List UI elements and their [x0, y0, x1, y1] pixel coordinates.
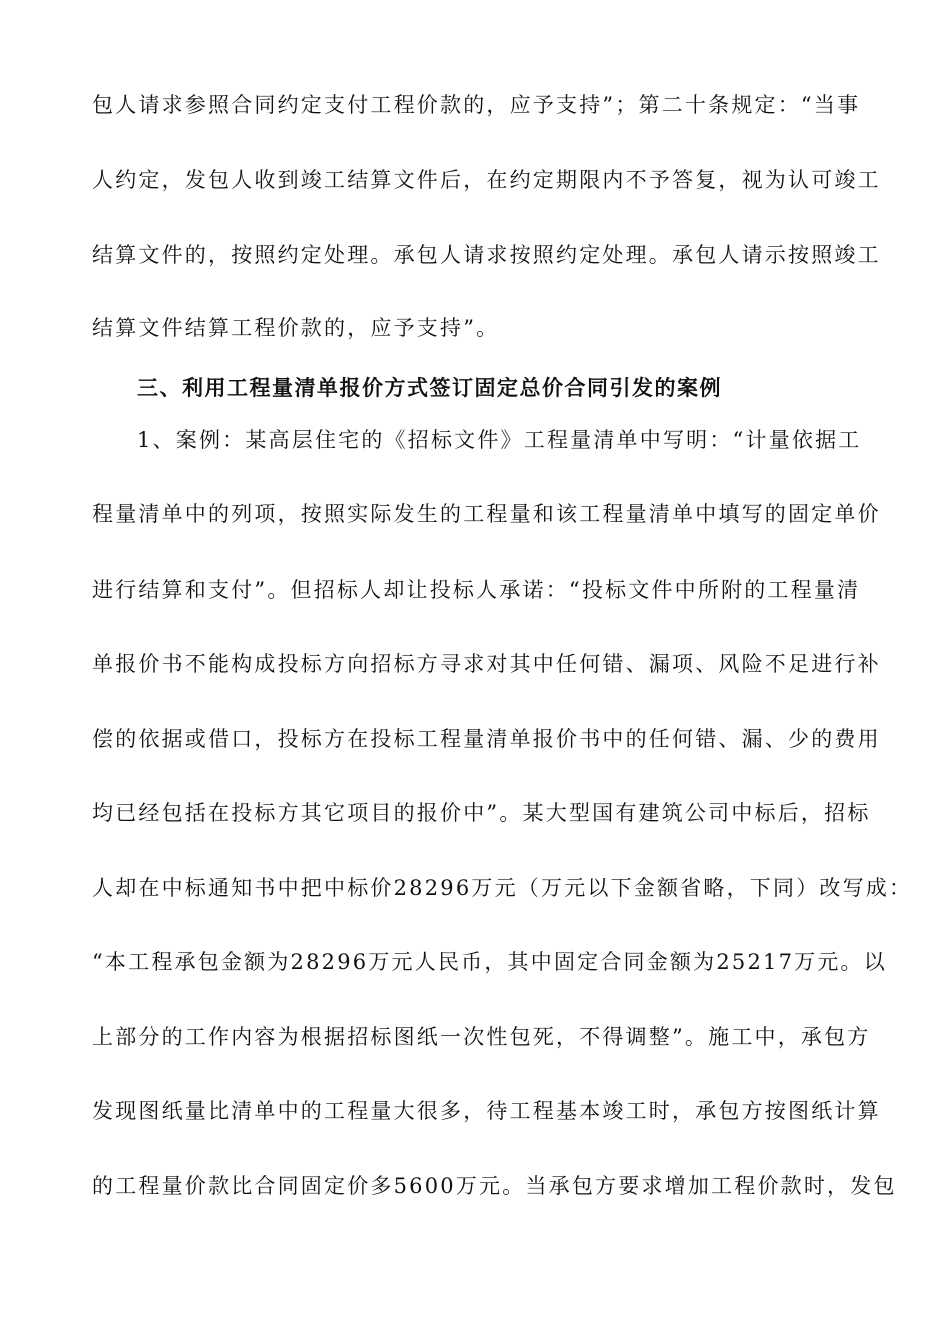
paragraph-line: 上部分的工作内容为根据招标图纸一次性包死，不得调整”。施工中，承包方	[92, 1025, 871, 1049]
paragraph-line: “本工程承包金额为28296万元人民币，其中固定合同金额为25217万元。以	[92, 950, 887, 974]
paragraph-line: 发现图纸量比清单中的工程量大很多，待工程基本竣工时，承包方按图纸计算	[92, 1099, 881, 1123]
paragraph-line: 偿的依据或借口，投标方在投标工程量清单报价书中的任何错、漏、少的费用	[92, 727, 881, 751]
paragraph-line: 结算文件的，按照约定处理。承包人请求按照约定处理。承包人请示按照竣工	[92, 243, 881, 267]
paragraph-line: 进行结算和支付”。但招标人却让投标人承诺：“投标文件中所附的工程量清	[92, 578, 861, 602]
paragraph-line: 人却在中标通知书中把中标价28296万元（万元以下金额省略，下同）改写成：	[92, 876, 913, 900]
section-heading: 三、利用工程量清单报价方式签订固定总价合同引发的案例	[137, 375, 722, 400]
paragraph-line: 均已经包括在投标方其它项目的报价中”。某大型国有建筑公司中标后，招标	[92, 801, 871, 825]
paragraph-line: 人约定，发包人收到竣工结算文件后，在约定期限内不予答复，视为认可竣工	[92, 168, 881, 192]
paragraph-line: 程量清单中的列项，按照实际发生的工程量和该工程量清单中填写的固定单价	[92, 502, 881, 526]
paragraph-line: 的工程量价款比合同固定价多5600万元。当承包方要求增加工程价款时，发包	[92, 1174, 897, 1198]
paragraph-line: 1、案例：某高层住宅的《招标文件》工程量清单中写明：“计量依据工	[137, 428, 862, 452]
paragraph-line: 单报价书不能构成投标方向招标方寻求对其中任何错、漏项、风险不足进行补	[92, 652, 881, 676]
paragraph-line: 结算文件结算工程价款的，应予支持”。	[92, 316, 500, 340]
paragraph-line: 包人请求参照合同约定支付工程价款的，应予支持”；第二十条规定：“当事	[92, 93, 861, 117]
